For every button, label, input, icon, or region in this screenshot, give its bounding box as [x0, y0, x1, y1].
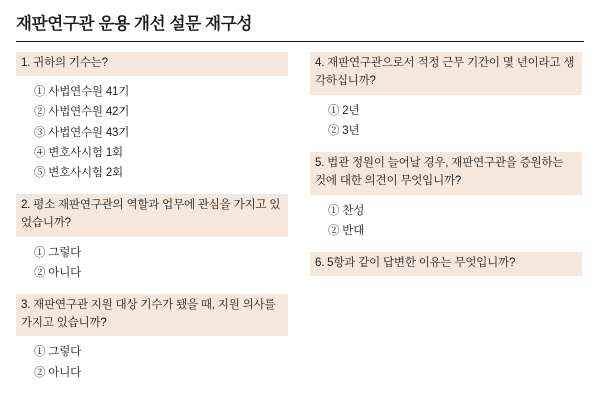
question-6-text: 6. 5항과 같이 답변한 이유는 무엇입니까?	[310, 252, 582, 276]
column-left	[16, 52, 288, 393]
page-title: 재판연구관 운용 개선 설문 재구성	[16, 15, 253, 33]
question-5-options	[310, 201, 582, 241]
question-4	[310, 52, 582, 141]
question-3	[16, 294, 288, 383]
title-divider	[16, 41, 584, 42]
column-right	[310, 52, 582, 393]
question-5-text: 5. 법관 정원이 늘어날 경우, 재판연구관을 증원하는 것에 대한 의견이 무엇입니까?	[310, 152, 582, 195]
question-5	[310, 152, 582, 241]
option-item[interactable]: ② 사법연수원 42기	[34, 106, 130, 119]
question-3-text: 3. 재판연구관 지원 대상 기수가 됐을 때, 지원 의사를 가지고 있습니까?	[16, 294, 288, 337]
option-item[interactable]: ① 찬성	[328, 204, 365, 217]
option-item[interactable]: ① 그렇다	[34, 346, 82, 359]
question-1	[16, 52, 288, 182]
option-item[interactable]: ⑤ 변호사시험 2회	[34, 166, 123, 179]
option-item[interactable]: ② 아니다	[34, 366, 82, 379]
question-2	[16, 194, 288, 283]
question-6	[310, 252, 582, 276]
question-4-options	[310, 101, 582, 141]
option-item[interactable]: ① 그렇다	[34, 246, 82, 259]
question-1-options	[16, 82, 288, 183]
question-3-options	[16, 342, 288, 382]
option-item[interactable]: ④ 변호사시험 1회	[34, 146, 123, 159]
question-1-text: 1. 귀하의 기수는?	[16, 52, 288, 76]
option-item[interactable]: ② 반대	[328, 225, 365, 238]
question-4-text: 4. 재판연구관으로서 적정 근무 기간이 몇 년이라고 생각하십니까?	[310, 52, 582, 95]
question-2-options	[16, 243, 288, 283]
question-2-text: 2. 평소 재판연구관의 역할과 업무에 관심을 가지고 있었습니까?	[16, 194, 288, 237]
option-item[interactable]: ② 아니다	[34, 266, 82, 279]
columns-container	[16, 52, 584, 393]
option-item[interactable]: ③ 사법연수원 43기	[34, 126, 130, 139]
option-item[interactable]: ① 사법연수원 41기	[34, 86, 130, 99]
option-item[interactable]: ② 3년	[328, 125, 360, 138]
option-item[interactable]: ① 2년	[328, 105, 360, 118]
